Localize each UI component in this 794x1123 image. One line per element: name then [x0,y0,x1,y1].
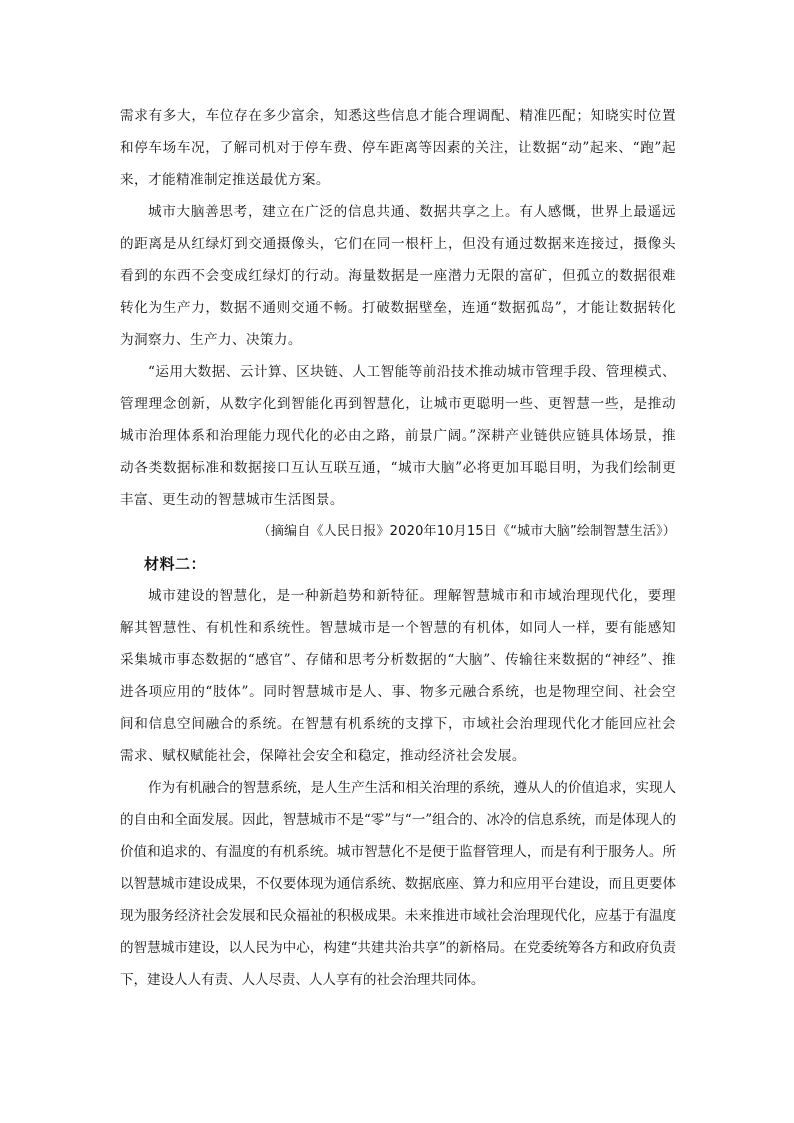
material-one-paragraph-1: 需求有多大，车位存在多少富余，知悉这些信息才能合理调配、精准匹配；知晓实时位置和停车场车况，了解司机对于停车费、停车距离等因素的关注，让数据“动”起来、“跑”起来，才能精准制定推送最优方案。 [120,108,676,188]
material-one-paragraph-2: 城市大脑善思考，建立在广泛的信息共通、数据共享之上。有人感慨，世界上最遥远的距离是从红绿灯到交通摄像头，它们在同一根杆上，但没有通过数据来连接过，摄像头看到的东西不会变成红绿灯的行动。海量数据是一座潜力无限的富矿，但孤立的数据很难转化为生产力，数据不通则交通不畅。打破数据壁垒，连通“数据孤岛”，才能让数据转化为洞察力、生产力、决策力。 [120,204,676,348]
material-one-source: （摘编自《人民日报》2020年10月15日《“城市大脑”绘制智慧生活》） [257,524,676,539]
material-two-paragraph-2: 作为有机融合的智慧系统，是人生产生活和相关治理的系统，遵从人的价值追求，实现人的自由和全面发展。因此，智慧城市不是“零”与“一”组合的、冰冷的信息系统，而是体现人的价值和追求的、有温度的有机系统。城市智慧化不是便于监督管理人，而是有利于服务人。所以智慧城市建设成果，不仅要体现为通信系统、数据底座、算力和应用平台建设，而且更要体现为服务经济社会发展和民众福祉的积极成果。未来推进市域社会治理现代化，应基于有温度的智慧城市建设，以人民为中心，构建“共建共治共享”的新格局。在党委统筹各方和政府负责下，建设人人有责、人人尽责、人人享有的社会治理共同体。 [120,780,676,988]
material-two-heading: 材料二： [144,555,207,573]
material-two-paragraph-1: 城市建设的智慧化，是一种新趋势和新特征。理解智慧城市和市域治理现代化，要理解其智慧性、有机性和系统性。智慧城市是一个智慧的有机体，如同人一样，要有能感知采集城市事态数据的“感官”、存储和思考分析数据的“大脑”、传输往来数据的“神经”、推进各项应用的“肢体”。同时智慧城市是人、事、物多元融合系统，也是物理空间、社会空间和信息空间融合的系统。在智慧有机系统的支撑下，市域社会治理现代化才能回应社会需求、赋权赋能社会，保障社会安全和稳定，推动经济社会发展。 [120,588,676,764]
material-one-paragraph-3: “运用大数据、云计算、区块链、人工智能等前沿技术推动城市管理手段、管理模式、管理理念创新，从数字化到智能化再到智慧化，让城市更聪明一些、更智慧一些，是推动城市治理体系和治理能力现代化的必由之路，前景广阔。”深耕产业链供应链具体场景，推动各类数据标准和数据接口互认互联互通，“城市大脑”必将更加耳聪目明，为我们绘制更丰富、更生动的智慧城市生活图景。 [120,364,676,508]
document-body [120,100,676,996]
